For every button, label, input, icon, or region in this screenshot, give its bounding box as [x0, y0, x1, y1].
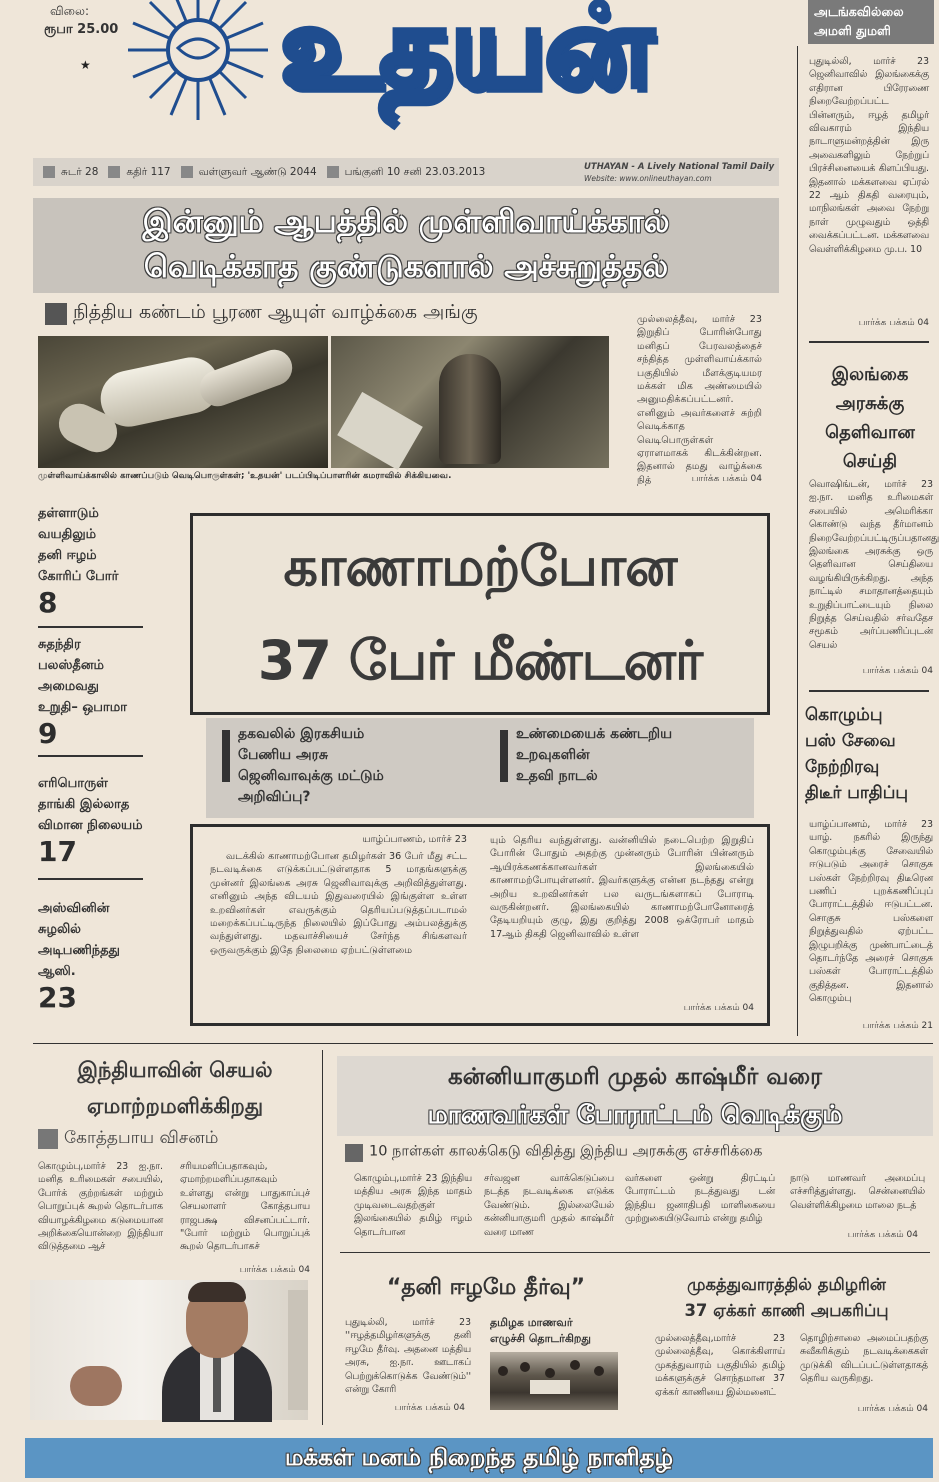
main-headline-box — [190, 513, 770, 715]
index-item-4-line-1: அஸ்வினின் — [38, 901, 110, 916]
land-headline-1: முகத்துவாரத்தில் தமிழரின் — [687, 1275, 886, 1294]
index-item-4-line-4: ஆஸி. — [38, 964, 76, 979]
sidebar-tag-line2: அமளி துமளி — [814, 23, 891, 38]
main-headline-1: காணாமற்போன — [283, 535, 677, 598]
right-mid-body: வொஷிங்டன், மார்ச் 23 ஐ.நா. மனித உரிமைகள் சபையில் அமெரிக்கா கொண்டு வந்த தீர்மானம் நிறைவேற்றப்பட்டிருப்பதானது இலங்கை அரசுக்கு ஒரு தெளிவான செய்தியை வழங்கியிருக்கிறது. அந்த நாட்டில் சமாதானத்தையும் உறுதிப்பாட்டையும் நிலை நிறுத்த செய்வதில் சர்வதேச சமூகம் அர்ப்பணிப்புடன் செயல் — [809, 479, 939, 651]
students-see-page-link[interactable]: பார்க்க பக்கம் 04 — [847, 1230, 918, 1240]
main-pullquote-right-3: உதவி நாடல் — [516, 768, 598, 784]
column-divider — [797, 46, 798, 1036]
dateline-kathir: கதிர் 117 — [126, 166, 171, 178]
right-mid-see-page-link[interactable]: பார்க்க பக்கம் 04 — [862, 666, 933, 676]
lead-headline-1: இன்னும் ஆபத்தில் முள்ளிவாய்க்கால் — [142, 204, 670, 240]
footer-banner — [25, 1438, 933, 1478]
india-subhead-text: கோத்தபாய விசனம் — [64, 1128, 219, 1148]
gotabaya-photo — [30, 1280, 308, 1420]
index-item-4[interactable] — [38, 898, 148, 1014]
index-item-4-line-3: அடிபணிந்தது — [38, 943, 120, 958]
main-col2-body: யும் தெரிய வந்துள்ளது. வன்னியில் நடைபெற்ற இறுதிப் போரின் போதும் அதற்கு முன்னரும் போரின் பின்னரும் ஆயிரக்கணக்கானவர்கள் இலங்கையில் காணாமற்போயுள்ளனர். இவர்களுக்கு என்ன நடந்தது என்று அறிய உறவினர்கள் பல வருடங்களாகப் போராடி வருகின்றனர். இலங்கையில் காணாமற்போனோரைத் தேடியறியும் குழு, இது குறித்து 2008 ஒக்ரோபர் மாதம் 17ஆம் திகதி ஜெனிவாவில் உள்ள — [490, 835, 754, 940]
right-mid-title-3: தெளிவான — [825, 422, 915, 443]
main-pullquote-left-2: பேணிய அரசு — [238, 747, 328, 763]
lead-photo-caption: முள்ளிவாய்க்காலில் காணப்படும் வெடிபொருள்கள்; 'உதயன்' படப்பிடிப்பாளரின் கமராவில் சிக்கியவை. — [38, 471, 452, 481]
sidebar-tag — [808, 0, 934, 44]
right-top-body: புதுடில்லி, மார்ச் 23 ஜெனிவாவில் இலங்கைக்கு எதிரான பிரேரணை நிறைவேற்றப்பட்ட பின்னரும், ஈழத் தமிழர் விவகாரம் இந்திய நாடாளுமன்றத்தின் இரு அவைகளிலும் நேற்றுப் பிரச்சினையைக் கிளப்பியது. இதனால் மக்களவை ஏப்ரல் 22 ஆம் திகதி வரையும், மாநிலங்கள் அவை நேற்று நாள் முழுவதும் ஒத்தி வைக்கப்பட்டன. மக்களவை வெள்ளிக்கிழமை மு.ப. 10 — [809, 56, 929, 255]
students-protest-photo — [490, 1352, 618, 1410]
index-item-1-line-3: தனி ஈழம் — [38, 548, 97, 563]
masthead-logo: உதயன் — [280, 0, 652, 112]
dateline-valluvar: வள்ளுவர் ஆண்டு 2044 — [198, 166, 317, 178]
right-bus-body: யாழ்ப்பாணம், மார்ச் 23 யாழ். நகரில் இருந்து கொழும்புக்கு சேவையில் ஈடுபடும் அரைச் சொகுசு பஸ்கள் நேற்றிரவு திடீரென பணிப் புறக்கணிப்புப் போராட்டத்தில் ஈடுபட்டன. சொகுசு பஸ்களை நிறுத்துவதில் ஏற்பட்ட இழுபறிக்கு முண்பாட்டைத் தொடர்ந்தே அரைச் சொகுசு பஸ்கள் போராட்டத்தில் குதித்தன. இதனால் கொழும்பு — [809, 819, 933, 1005]
india-col1-body: கொழும்பு,மார்ச் 23 ஐ.நா. மனித உரிமைகள் சபையில், போர்க் குற்றங்கள் மற்றும் பொறுப்புக் கூறல் தொடர்பாக வியாழக்கிழமை கடுமையான அறிக்கையொன்றை இந்தியா விடுத்தமை ஆச் — [38, 1161, 163, 1253]
star-icon: ★ — [80, 58, 91, 72]
dateline-bar — [33, 158, 779, 186]
land-see-page-link[interactable]: பார்க்க பக்கம் 04 — [857, 1404, 928, 1414]
square-bullet-icon — [345, 1144, 363, 1162]
students-headline-box — [337, 1056, 933, 1136]
lead-photo-left — [38, 336, 328, 468]
index-item-1-page: 8 — [38, 586, 58, 619]
india-headline-2: ஏமாற்றமளிக்கிறது — [86, 1094, 264, 1118]
masthead — [0, 0, 805, 155]
lead-subhead-text: நித்திய கண்டம் பூரண ஆயுள் வாழ்க்கை அங்கு — [73, 301, 478, 323]
students-col2-body: சர்வஜன வாக்கெடுப்பை நடத்த நடவடிக்கை எடுக்க வேண்டும். இல்லையேல் கன்னியாகுமரி முதல் காஷ்மீர் வரை மாண — [484, 1173, 614, 1238]
index-item-4-page: 23 — [38, 981, 77, 1014]
square-bullet-icon — [38, 1129, 58, 1149]
main-pullquote-left — [222, 724, 482, 808]
lead-subhead — [45, 301, 478, 326]
dateline-tagline: UTHAYAN - A Lively National Tamil Daily — [584, 162, 775, 172]
students-headline-2: மாணவர்கள் போராட்டம் வெடிக்கும் — [427, 1100, 843, 1129]
index-item-3-line-1: எரிபொருள் — [38, 776, 108, 791]
right-mid-title-4: செய்தி — [842, 451, 898, 472]
right-bus-title-4: திடீர் பாதிப்பு — [805, 783, 909, 803]
index-item-3[interactable] — [38, 773, 148, 868]
index-item-4-line-2: சுழலில் — [38, 922, 81, 937]
index-item-1-line-4: கோரிப் போர் — [38, 569, 119, 584]
main-col1-dateline: யாழ்ப்பாணம், மார்ச் 23 — [362, 834, 467, 845]
index-item-2-line-4: உறுதி– ஒபாமா — [38, 700, 127, 715]
land-col1-body: முல்லைத்தீவு,மார்ச் 23 முல்லைத்தீவு, கொக்கிளாய் முகத்துவாரம் பகுதியில் தமிழ் மக்களுக்குச் சொந்தமான 37 ஏக்கர் காணியை இல்மனைட் — [655, 1333, 785, 1398]
index-item-3-line-3: விமான நிலையம் — [38, 818, 143, 833]
main-pullquote-left-3: ஜெனிவாவுக்கு மட்டும் — [238, 768, 384, 784]
students-photo-caption-2: எழுச்சி தொடர்கிறது — [490, 1332, 591, 1345]
lead-headline-box — [33, 198, 779, 293]
dateline-website: Website: www.onlineuthayan.com — [584, 174, 712, 183]
lead-body: முல்லைத்தீவு, மார்ச் 23 இறுதிப் போரின்போது மனிதப் பேரவலத்தைச் சந்தித்த முள்ளிவாய்க்கால் பகுதியில் மீளக்குடியமர மக்கள் மிக அண்மையில் அனுமதிக்கப்பட்டனர். எனினும் அவர்களைச் சுற்றி வெடிக்காத வெடிபொருள்கள் ஏராளமாகக் கிடக்கின்றன. இதனால் தமது வாழ்க்கை நித் — [637, 314, 762, 486]
eelam-see-page-link[interactable]: பார்க்க பக்கம் 04 — [394, 1403, 465, 1413]
right-bus-see-page-link[interactable]: பார்க்க பக்கம் 21 — [862, 1021, 933, 1031]
students-col4-body: நாடு மாணவர் அமைப்பு எச்சரித்துள்ளது. சென்னையில் வெள்ளிக்கிழமை மாலை நடத் — [790, 1173, 925, 1211]
index-item-2-page: 9 — [38, 717, 58, 750]
index-item-2[interactable] — [38, 634, 148, 750]
price-label: விலை: — [50, 4, 90, 18]
india-subhead — [38, 1128, 218, 1150]
sun-emblem — [128, 0, 268, 120]
index-item-3-line-2: தாங்கி இல்லாத — [38, 797, 130, 812]
main-pullquote-right-1: உண்மையைக் கண்டறிய — [516, 726, 673, 742]
dateline-date: பங்குனி 10 சனி 23.03.2013 — [344, 166, 486, 178]
index-item-2-line-3: அமைவது — [38, 679, 99, 694]
india-headline — [30, 1052, 320, 1124]
lead-see-page-link[interactable]: பார்க்க பக்கம் 04 — [691, 474, 762, 484]
students-subhead — [345, 1142, 762, 1162]
index-item-1-line-1: தள்ளாடும் — [38, 506, 99, 521]
right-mid-title — [805, 360, 935, 476]
right-bus-title-2: பஸ் சேவை — [805, 731, 896, 751]
eelam-headline: “தனி ஈழமே தீர்வு” — [386, 1275, 586, 1300]
lead-photo-right — [331, 336, 609, 468]
right-top-see-page-link[interactable]: பார்க்க பக்கம் 04 — [858, 318, 929, 328]
square-bullet-icon — [45, 303, 67, 325]
main-pullquote-left-1: தகவலில் இரகசியம் — [238, 726, 365, 742]
india-see-page-link[interactable]: பார்க்க பக்கம் 04 — [239, 1265, 310, 1275]
index-item-1-line-2: வயதிலும் — [38, 527, 97, 542]
land-col2-body: தொழிற்சாலை அமைப்பதற்கு சுவீகரிக்கும் நடவடிக்கைகள் முடுக்கி விடப்பட்டுள்ளதாகத் தெரிய வருகிறது. — [800, 1333, 928, 1385]
land-headline — [640, 1272, 933, 1324]
right-bus-title — [805, 702, 935, 806]
price: ரூபா 25.00 — [44, 22, 119, 37]
students-headline-1: கன்னியாகுமரி முதல் காஷ்மீர் வரை — [448, 1064, 822, 1090]
eelam-body: புதுடில்லி, மார்ச் 23 ''ஈழத்தமிழர்களுக்கு தனி ஈழமே தீர்வு. அதனை மத்திய அரசு, ஐ.நா. ஊடாகப் பெற்றுக்கொடுக்க வேண்டும்'' என்று கோரி — [345, 1317, 471, 1396]
sidebar-tag-line1: அடங்கவில்லை — [814, 4, 904, 19]
dateline-items — [43, 166, 485, 179]
footer-slogan: மக்கள் மனம் நிறைந்த தமிழ் நாளிதழ் — [284, 1445, 674, 1471]
index-item-2-line-1: சுதந்திர — [38, 637, 81, 652]
students-subhead-text: 10 நாள்கள் காலக்கெடு விதித்து இந்திய அரசுக்கு எச்சரிக்கை — [369, 1143, 763, 1160]
india-col2-body: சரியமளிப்பதாகவும், ஏமாற்றமளிப்பதாகவும் உள்ளது என்று பாதுகாப்புச் செயலாளர் கோத்தபாய ராஜபக்ஷ விசனப்பட்டார். "போர் மற்றும் பொறுப்புக் கூறல் தொடர்பாகச் — [180, 1161, 310, 1253]
main-headline-2: 37 பேர் மீண்டனர் — [257, 629, 703, 692]
lead-headline-2: வெடிக்காத குண்டுகளால் அச்சுறுத்தல் — [143, 249, 669, 285]
right-mid-title-1: இலங்கை — [831, 364, 909, 385]
main-pullquote-right — [500, 724, 750, 787]
india-headline-1: இந்தியாவின் செயல் — [77, 1058, 273, 1082]
students-col1-body: கொழும்பு,மார்ச் 23 இந்திய மத்திய அரசு இந்த மாதம் முடிவடைவதற்குள் இலங்கையில் தமிழ் ஈழம் தொடர்பான — [354, 1173, 472, 1238]
students-photo-caption-1: தமிழக மாணவர் — [490, 1316, 573, 1329]
right-bus-title-1: கொழும்பு — [805, 705, 883, 725]
right-bus-title-3: நேற்றிரவு — [805, 757, 880, 777]
index-item-2-line-2: பலஸ்தீனம் — [38, 658, 104, 673]
students-col3-body: வர்களை ஒன்று திரட்டிப் போராட்டம் நடத்துவது டன் இந்திய ஜனாதிபதி மாளிகையை முற்றுகையிடுவோம் என்று தமிழ் — [625, 1173, 775, 1225]
main-see-page-link[interactable]: பார்க்க பக்கம் 04 — [683, 1003, 754, 1013]
main-col1-body: வடக்கில் காணாமற்போன தமிழர்கள் 36 பேர் மீது சட்ட நடவடிக்கை எடுக்கப்பட்டுள்ளதாக 5 மாதங்களுக்கு முன்னர் இலங்கை அரசு ஜெனிவாவுக்கு அறிவித்துள்ளது. எனினும் அந்த விடயம் இதுவரையில் இங்குள்ள உள்ள உறவினர்கள் எவருக்கும் தெரியப்படுத்தப்படாமல் மறைக்கப்பட்டிருந்த நிலையில் இப்போது அம்பலத்துக்கு வந்துள்ளது. மதவாச்சியைச் சேர்ந்த சிங்களவர் ஒருவருக்கும் இதே நிலைமை ஏற்பட்டுள்ளமை — [210, 851, 467, 956]
right-mid-title-2: அரசுக்கு — [835, 393, 905, 414]
index-item-3-page: 17 — [38, 835, 77, 868]
land-headline-2: 37 ஏக்கர் காணி அபகரிப்பு — [684, 1301, 889, 1320]
index-item-1[interactable] — [38, 503, 148, 619]
main-pullquote-right-2: உறவுகளின் — [516, 747, 590, 763]
students-photo-caption — [490, 1315, 625, 1347]
main-pullquote-left-4: அறிவிப்பு? — [238, 789, 311, 805]
dateline-sudar: சுடர் 28 — [61, 166, 99, 178]
